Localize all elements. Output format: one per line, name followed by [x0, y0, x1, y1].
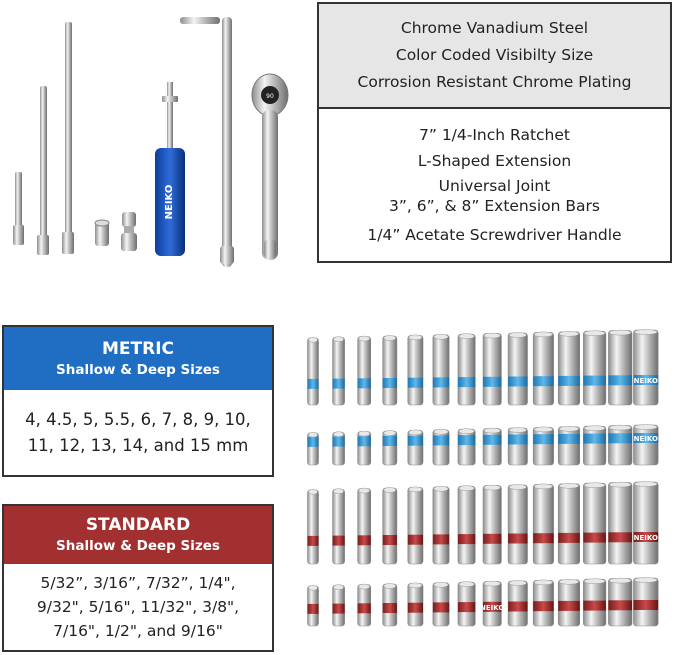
feature-color-coded: Color Coded Visibilty Size — [395, 46, 594, 64]
standard-panel — [2, 504, 274, 652]
socket — [483, 333, 501, 405]
item-universal-joint: Universal Joint — [438, 177, 551, 195]
standard-header — [4, 506, 272, 564]
socket — [433, 582, 449, 626]
socket — [408, 487, 423, 564]
socket — [633, 330, 658, 406]
standard-sizes-line-1: 5/32”, 3/16”, 7/32”, 1/4", — [40, 574, 236, 592]
socket — [358, 336, 371, 405]
socket — [608, 330, 632, 405]
metric-subtitle: Shallow & Deep Sizes — [56, 361, 220, 378]
socket — [483, 485, 501, 564]
socket — [458, 582, 475, 626]
socket — [308, 337, 319, 405]
socket — [508, 485, 527, 565]
socket — [433, 334, 449, 405]
socket — [383, 336, 397, 406]
metric-title: METRIC — [101, 338, 175, 359]
socket — [333, 585, 345, 626]
socket — [533, 580, 553, 626]
socket-brand-logo: NEIKO — [633, 377, 658, 385]
socket — [508, 428, 527, 466]
metric-header — [4, 327, 272, 390]
screwdriver-brand-logo: NEIKO — [164, 184, 175, 220]
features-panel — [317, 2, 672, 263]
socket — [558, 579, 580, 626]
socket — [533, 332, 553, 405]
socket — [558, 426, 580, 465]
metric-sizes — [4, 390, 272, 475]
socket — [333, 432, 345, 465]
socket — [480, 581, 504, 626]
socket — [458, 486, 475, 564]
item-l-extension: L-Shaped Extension — [417, 152, 572, 170]
socket — [558, 331, 580, 405]
socket — [383, 488, 397, 565]
socket — [308, 489, 319, 564]
socket-brand-logo: NEIKO — [633, 435, 658, 443]
socket — [308, 585, 319, 626]
feature-material: Chrome Vanadium Steel — [400, 19, 589, 37]
socket — [633, 578, 658, 627]
item-ratchet: 7” 1/4-Inch Ratchet — [419, 126, 570, 144]
socket — [333, 337, 345, 405]
standard-sizes — [4, 564, 272, 650]
socket — [308, 432, 319, 465]
standard-title: STANDARD — [85, 515, 191, 535]
socket — [583, 331, 606, 405]
socket — [358, 488, 371, 564]
socket — [458, 334, 475, 405]
features-header — [319, 4, 670, 109]
item-screwdriver-handle: 1/4” Acetate Screwdriver Handle — [367, 226, 622, 244]
socket — [383, 584, 397, 627]
socket — [583, 579, 606, 626]
socket-brand-logo: NEIKO — [480, 603, 505, 612]
standard-sizes-line-3: 7/16", 1/2", and 9/16" — [53, 622, 223, 640]
socket — [608, 482, 632, 564]
features-body — [319, 109, 670, 261]
socket — [508, 581, 527, 627]
socket — [608, 578, 632, 626]
socket — [408, 430, 423, 465]
socket — [608, 425, 632, 465]
item-extension-bars: 3”, 6”, & 8” Extension Bars — [389, 197, 600, 215]
socket — [583, 426, 606, 465]
socket — [433, 429, 449, 465]
socket-brand-logo: NEIKO — [633, 534, 658, 542]
socket — [633, 482, 658, 565]
socket — [408, 583, 423, 626]
standard-sizes-line-2: 9/32", 5/16", 11/32", 3/8", — [36, 598, 240, 616]
socket — [533, 427, 553, 465]
socket — [558, 483, 580, 564]
standard-subtitle: Shallow & Deep Sizes — [56, 538, 220, 554]
metric-panel — [2, 325, 274, 477]
socket — [583, 483, 606, 564]
socket — [408, 335, 423, 405]
socket — [358, 431, 371, 465]
socket — [458, 429, 475, 465]
socket — [633, 425, 658, 466]
socket — [333, 489, 345, 564]
socket — [508, 333, 527, 406]
socket — [383, 431, 397, 466]
socket — [533, 484, 553, 564]
metric-sizes-line-1: 4, 4.5, 5, 5.5, 6, 7, 8, 9, 10, — [25, 409, 251, 429]
socket — [483, 428, 501, 465]
socket — [433, 486, 449, 564]
socket — [358, 584, 371, 626]
feature-plating: Corrosion Resistant Chrome Plating — [357, 73, 632, 91]
metric-sizes-line-2: 11, 12, 13, 14, and 15 mm — [27, 435, 249, 455]
ratchet-dial-label: 90 — [266, 93, 274, 100]
